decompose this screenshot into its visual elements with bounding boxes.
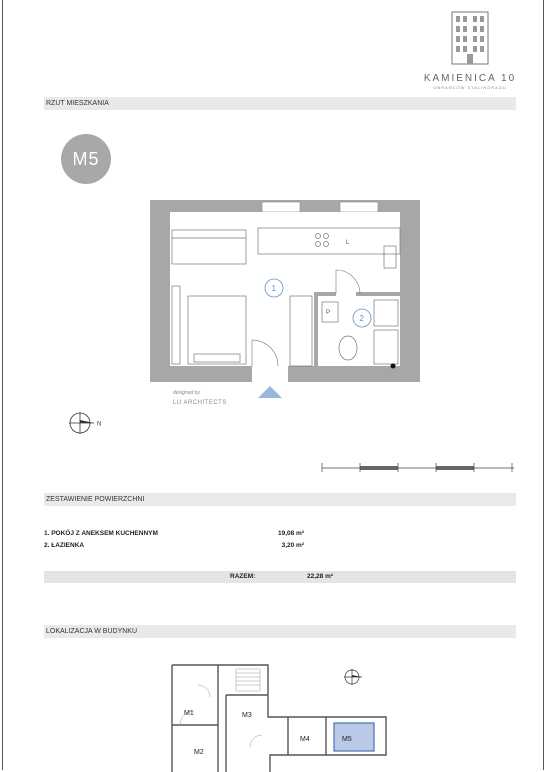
- compass-label: N: [97, 421, 102, 428]
- room-2-number: 2: [359, 314, 364, 323]
- building-unit-m2: M2: [194, 749, 204, 756]
- room-2-area: 3,20 m²: [281, 542, 304, 549]
- room-1-area: 19,08 m²: [277, 530, 304, 537]
- building-outline: [172, 665, 386, 772]
- total-value: 22,28 m²: [307, 573, 334, 580]
- scale-bar: [318, 458, 518, 474]
- building-unit-m1: M1: [184, 710, 194, 717]
- room-2-name: 2. ŁAZIENKA: [44, 542, 85, 549]
- building-plan: [150, 655, 410, 772]
- total-row: [44, 571, 516, 583]
- section-header-location: LOKALIZACJA W BUDYNKU: [44, 625, 516, 638]
- building-logo-icon: [450, 8, 490, 66]
- unit-m5-highlight: [334, 723, 374, 751]
- logo-subtitle: OBRAŃCÓW STALINGRADU: [433, 85, 507, 90]
- entrance-arrow-icon: [258, 386, 282, 398]
- compass-icon: [68, 410, 108, 436]
- building-unit-m5: M5: [342, 736, 352, 743]
- section-header-plan: RZUT MIESZKANIA: [44, 97, 516, 110]
- unit-badge: M5: [61, 134, 111, 184]
- kitchen-label: L: [346, 240, 350, 246]
- bath-label: P: [326, 310, 331, 316]
- building-compass-icon: [344, 669, 362, 685]
- total-label: RAZEM:: [230, 573, 256, 580]
- room-row-2: [44, 541, 304, 551]
- room-row-1: [44, 529, 304, 539]
- floor-plan: [150, 200, 420, 400]
- credit-studio: LU ARCHITECTS: [173, 400, 227, 406]
- room-1-name: 1. POKÓJ Z ANEKSEM KUCHENNYM: [44, 530, 158, 537]
- room-1-number: 1: [271, 284, 276, 293]
- building-unit-m3: M3: [242, 712, 252, 719]
- building-unit-m4: M4: [300, 736, 310, 743]
- credit-script: designed by: [173, 390, 200, 396]
- logo: [420, 8, 520, 90]
- section-header-areas: ZESTAWIENIE POWIERZCHNI: [44, 493, 516, 506]
- riser-dot: [391, 364, 396, 369]
- logo-title: KAMIENICA 10: [423, 73, 517, 84]
